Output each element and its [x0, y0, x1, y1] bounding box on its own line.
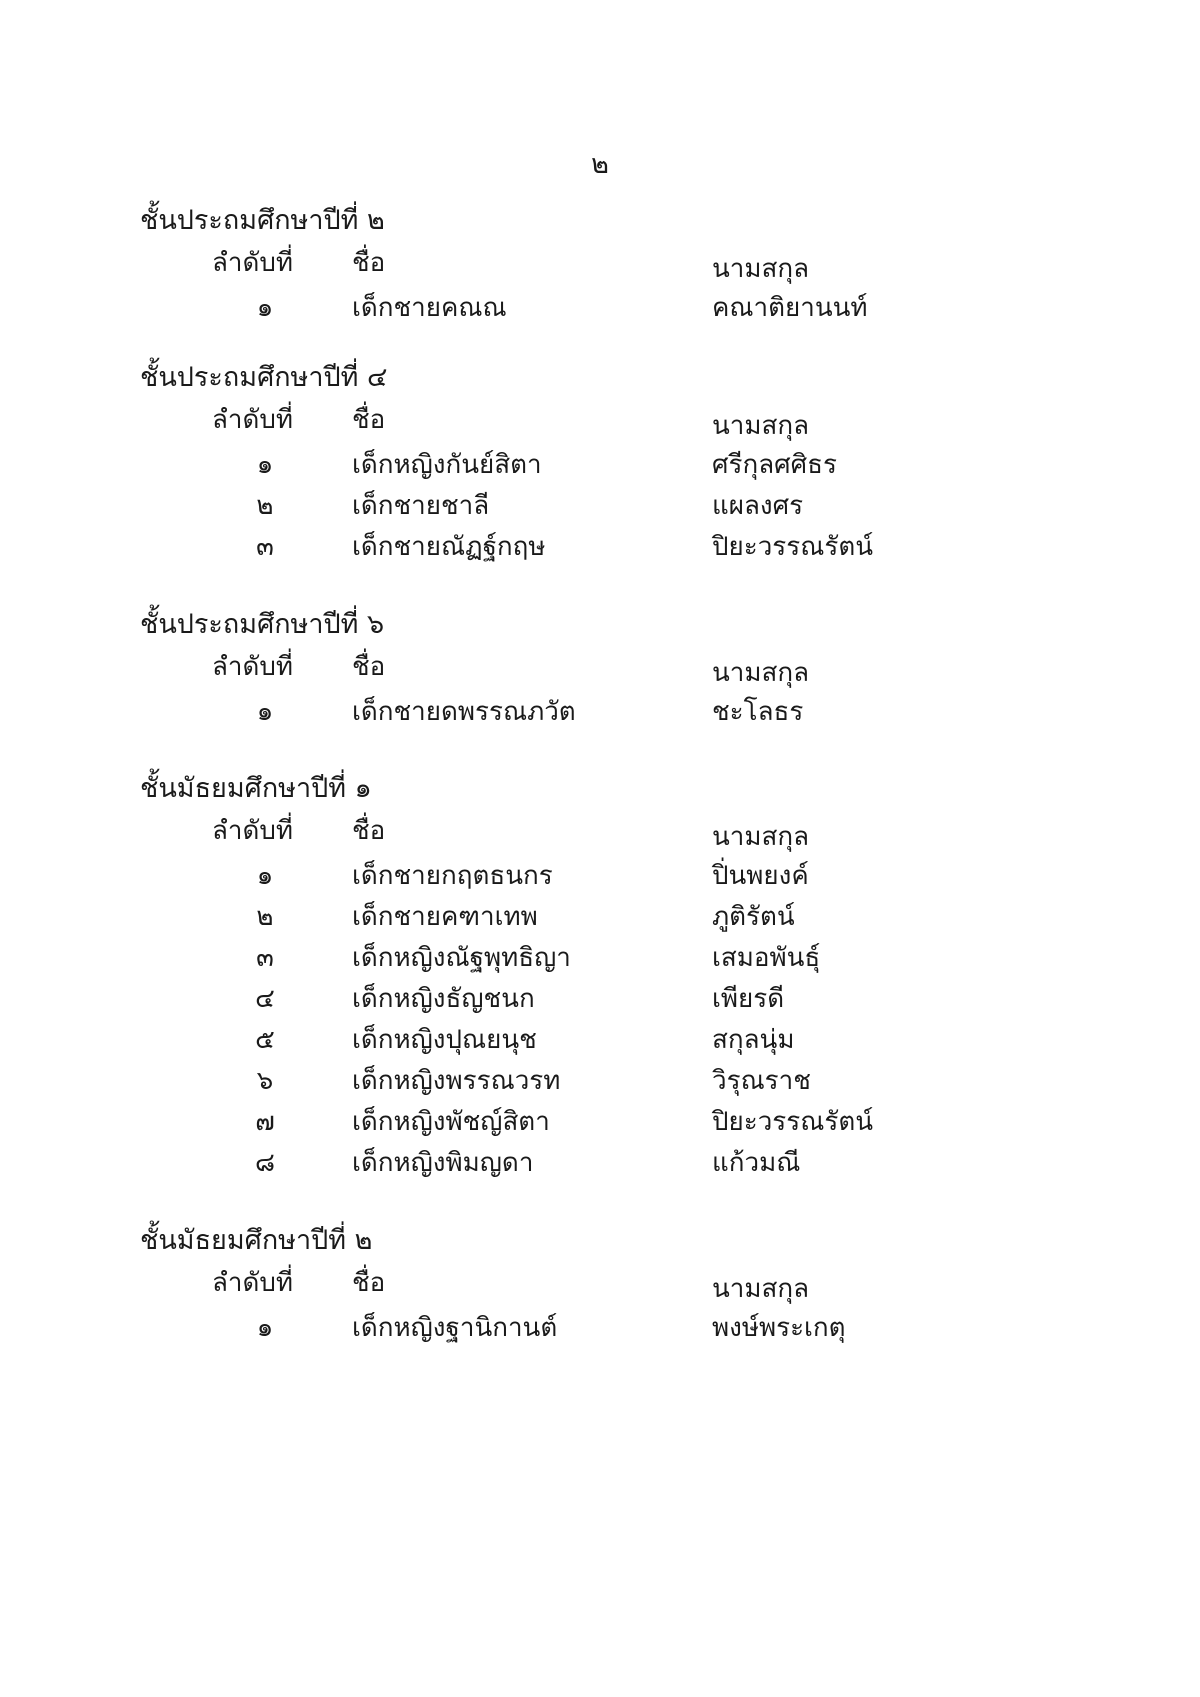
header-no: ลำดับที่	[212, 405, 294, 435]
student-name: เด็กหญิงกันย์สิตา	[352, 450, 542, 480]
header-surname: นามสกุล	[712, 658, 810, 688]
section-title: ชั้นประถมศึกษาปีที่ ๔	[140, 362, 388, 393]
header-surname: นามสกุล	[712, 822, 810, 852]
student-name: เด็กหญิงณัฐพุทธิญา	[352, 943, 571, 973]
student-name: เด็กหญิงธัญชนก	[352, 984, 535, 1014]
student-number: ๓	[256, 943, 274, 973]
student-number: ๑	[256, 293, 274, 323]
student-name: เด็กชายกฤตธนกร	[352, 861, 553, 891]
table-row	[0, 937, 1200, 981]
student-name: เด็กหญิงปุณยนุช	[352, 1025, 537, 1055]
table-row	[0, 444, 1200, 488]
student-surname: คณาติยานนท์	[712, 293, 868, 323]
table-row	[0, 896, 1200, 940]
table-row	[0, 691, 1200, 735]
page-number: ๒	[591, 149, 609, 180]
student-surname: เพียรดี	[712, 984, 785, 1014]
table-row	[0, 1019, 1200, 1063]
table-row	[0, 855, 1200, 899]
student-number: ๒	[256, 902, 274, 932]
header-name: ชื่อ	[352, 405, 386, 435]
section-title: ชั้นมัธยมศึกษาปีที่ ๒	[140, 1225, 373, 1256]
header-surname: นามสกุล	[712, 1274, 810, 1304]
header-no: ลำดับที่	[212, 816, 294, 846]
student-surname: ปิยะวรรณรัตน์	[712, 532, 873, 562]
student-surname: สกุลนุ่ม	[712, 1025, 795, 1055]
student-number: ๖	[256, 1066, 274, 1096]
header-no: ลำดับที่	[212, 1268, 294, 1298]
table-row	[0, 526, 1200, 570]
student-number: ๔	[255, 984, 275, 1014]
student-surname: ปิ่นพยงค์	[712, 861, 809, 891]
student-name: เด็กชายชาลี	[352, 491, 490, 521]
header-name: ชื่อ	[352, 1268, 386, 1298]
section-title: ชั้นมัธยมศึกษาปีที่ ๑	[140, 773, 372, 804]
column-header-row	[0, 1262, 1200, 1306]
table-row	[0, 1142, 1200, 1186]
column-header-row	[0, 646, 1200, 690]
student-surname: ภูติรัตน์	[712, 902, 795, 932]
table-row	[0, 978, 1200, 1022]
table-row	[0, 1060, 1200, 1104]
header-name: ชื่อ	[352, 652, 386, 682]
student-surname: แก้วมณี	[712, 1148, 801, 1178]
table-row	[0, 485, 1200, 529]
student-name: เด็กหญิงฐานิกานต์	[352, 1313, 558, 1343]
student-number: ๒	[256, 491, 274, 521]
student-surname: พงษ์พระเกตุ	[712, 1313, 846, 1343]
student-name: เด็กชายดพรรณภวัต	[352, 697, 576, 727]
student-number: ๑	[256, 450, 274, 480]
header-surname: นามสกุล	[712, 254, 810, 284]
student-name: เด็กหญิงพิมญดา	[352, 1148, 534, 1178]
section-title: ชั้นประถมศึกษาปีที่ ๖	[140, 609, 385, 640]
column-header-row	[0, 399, 1200, 443]
section-title: ชั้นประถมศึกษาปีที่ ๒	[140, 205, 385, 236]
student-number: ๑	[256, 1313, 274, 1343]
student-name: เด็กชายคณณ	[352, 293, 507, 323]
table-row	[0, 1307, 1200, 1351]
student-surname: ปิยะวรรณรัตน์	[712, 1107, 873, 1137]
student-surname: ชะโลธร	[712, 697, 804, 727]
header-surname: นามสกุล	[712, 411, 810, 441]
table-row	[0, 1101, 1200, 1145]
student-name: เด็กหญิงพัชญ์สิตา	[352, 1107, 550, 1137]
student-surname: ศรีกุลศศิธร	[712, 450, 837, 480]
header-no: ลำดับที่	[212, 248, 294, 278]
student-surname: เสมอพันธุ์	[712, 943, 821, 973]
student-surname: วิรุณราช	[712, 1066, 811, 1096]
student-number: ๓	[256, 532, 274, 562]
student-number: ๘	[254, 1148, 276, 1178]
student-surname: แผลงศร	[712, 491, 804, 521]
column-header-row	[0, 810, 1200, 854]
student-name: เด็กชายคฑาเทพ	[352, 902, 538, 932]
header-no: ลำดับที่	[212, 652, 294, 682]
student-name: เด็กหญิงพรรณวรท	[352, 1066, 561, 1096]
student-number: ๗	[255, 1107, 275, 1137]
header-name: ชื่อ	[352, 248, 386, 278]
student-number: ๑	[256, 697, 274, 727]
column-header-row	[0, 242, 1200, 286]
student-name: เด็กชายณัฏฐ์กฤษ	[352, 532, 546, 562]
header-name: ชื่อ	[352, 816, 386, 846]
table-row	[0, 287, 1200, 331]
student-number: ๕	[255, 1025, 275, 1055]
student-number: ๑	[256, 861, 274, 891]
